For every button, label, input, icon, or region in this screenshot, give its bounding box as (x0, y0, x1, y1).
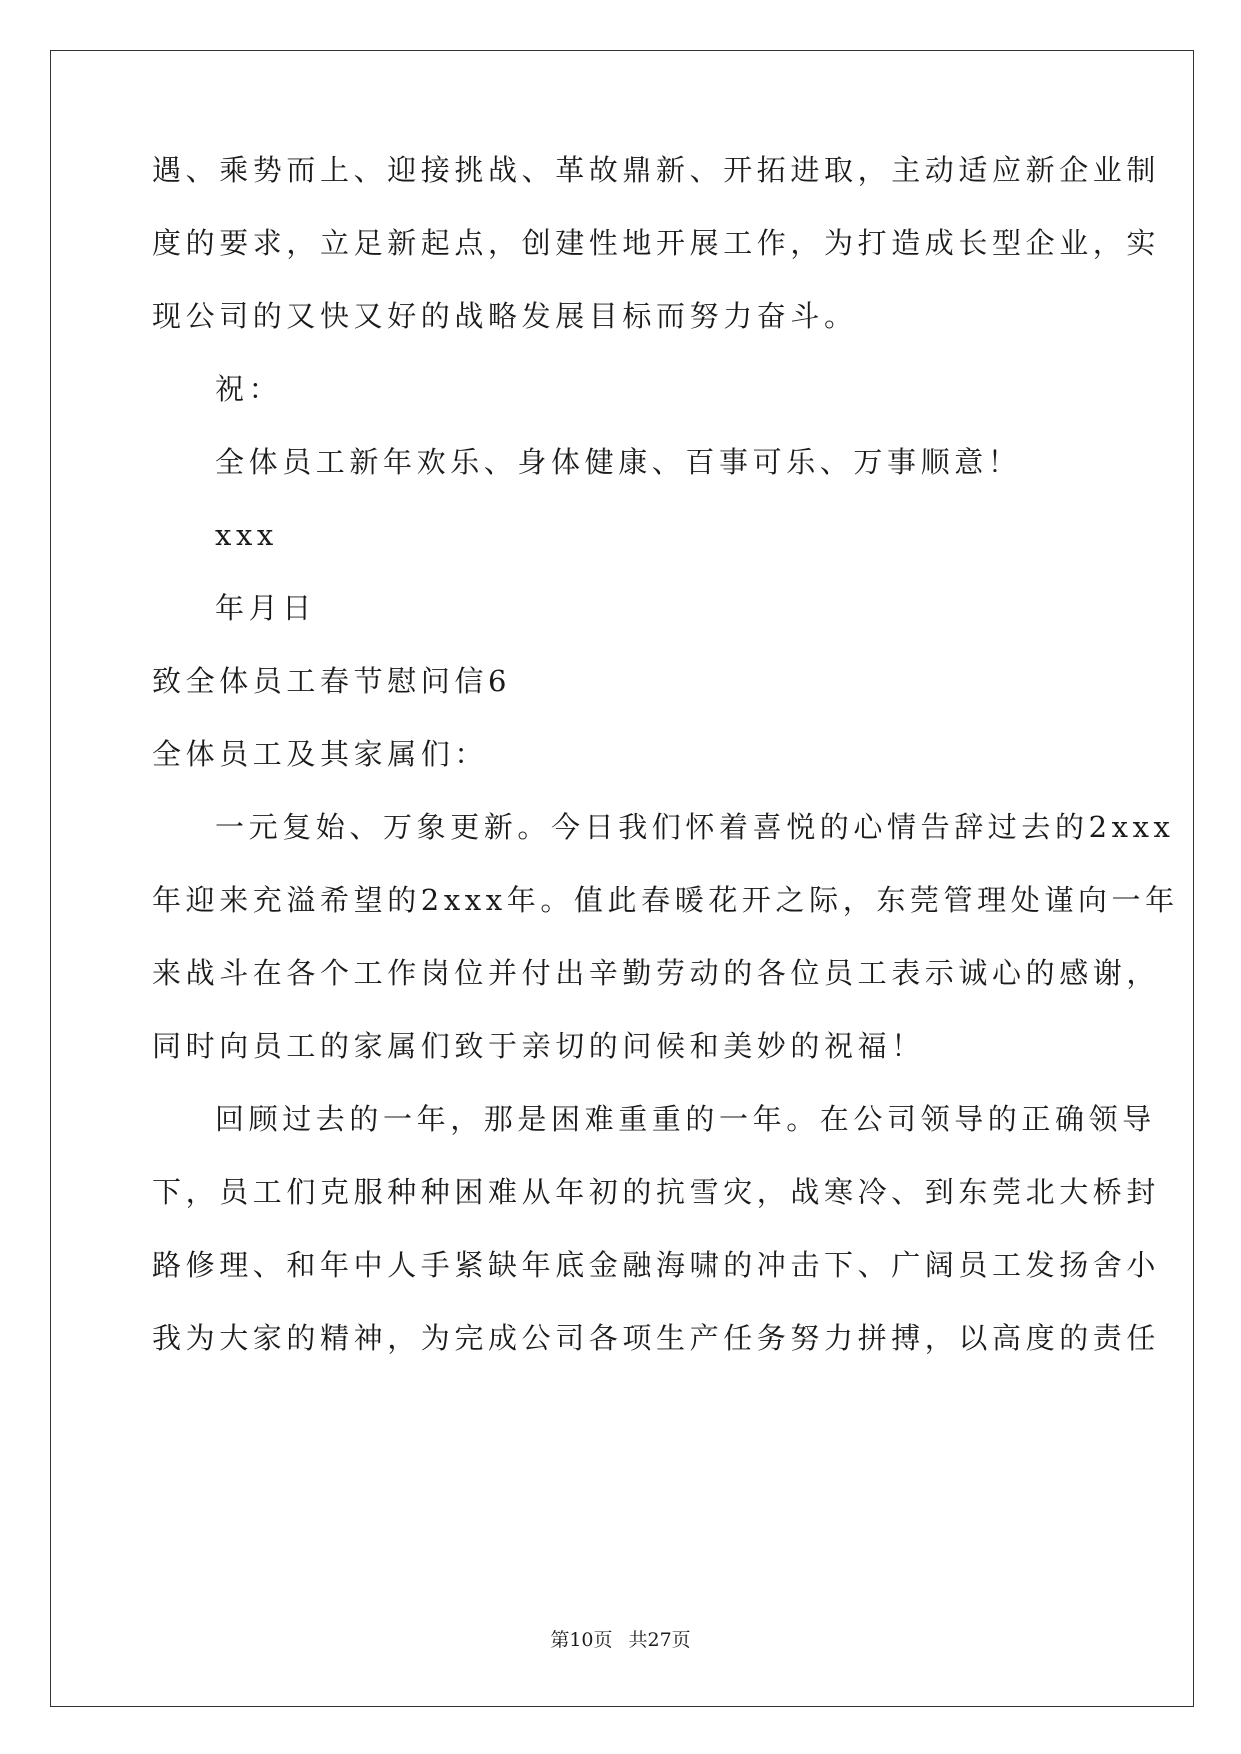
signature-line: xxx (215, 518, 278, 552)
page-footer (0, 1627, 1241, 1653)
letter-title: 致全体员工春节慰问信6 (152, 664, 512, 698)
paragraph-line: 现公司的又快又好的战略发展目标而努力奋斗。 (152, 299, 858, 333)
paragraph-line: 遇、乘势而上、迎接挑战、革故鼎新、开拓进取，主动适应新企业制 (152, 153, 1161, 187)
paragraph-line: 一元复始、万象更新。今日我们怀着喜悦的心情告辞过去的2xxx (215, 810, 1175, 844)
paragraph-line: 路修理、和年中人手紧缺年底金融海啸的冲击下、广阔员工发扬舍小 (152, 1248, 1161, 1282)
paragraph-line: 来战斗在各个工作岗位并付出辛勤劳动的各位员工表示诚心的感谢， (152, 956, 1161, 990)
paragraph-line: 回顾过去的一年，那是困难重重的一年。在公司领导的正确领导 (215, 1102, 1156, 1136)
page-number: 第10页 (550, 1629, 613, 1651)
addressee-line: 全体员工及其家属们： (152, 737, 489, 771)
greeting-line: 全体员工新年欢乐、身体健康、百事可乐、万事顺意！ (215, 445, 1022, 479)
paragraph-line: 同时向员工的家属们致于亲切的问候和美妙的祝福！ (152, 1029, 925, 1063)
date-line: 年月日 (215, 591, 316, 625)
paragraph-line: 我为大家的精神，为完成公司各项生产任务努力拼搏，以高度的责任 (152, 1321, 1161, 1355)
paragraph-line: 下，员工们克服种种困难从年初的抗雪灾，战寒冷、到东莞北大桥封 (152, 1175, 1161, 1209)
salutation-line: 祝： (215, 372, 283, 406)
paragraph-line: 年迎来充溢希望的2xxx年。值此春暖花开之际，东莞管理处谨向一年 (152, 883, 1179, 917)
page-total: 共27页 (628, 1629, 691, 1651)
paragraph-line: 度的要求，立足新起点，创建性地开展工作，为打造成长型企业，实 (152, 226, 1161, 260)
